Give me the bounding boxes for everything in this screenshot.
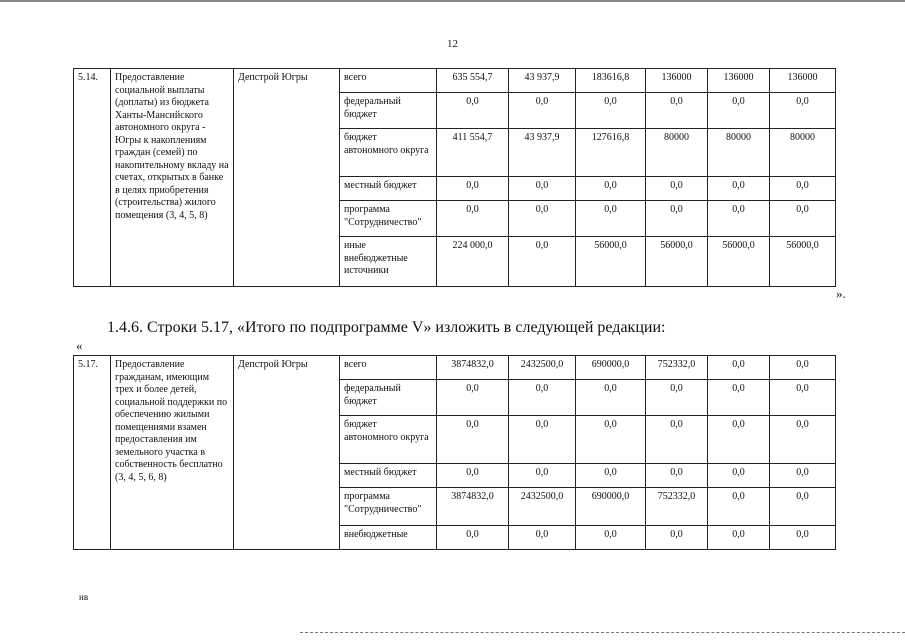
- value-cell: 127616,8: [576, 129, 646, 177]
- value-cell: 0,0: [576, 464, 646, 488]
- funding-source: иные внебюджетные источники: [340, 237, 437, 287]
- value-cell: 0,0: [646, 464, 708, 488]
- opening-quote: «: [76, 338, 83, 353]
- value-cell: 0,0: [770, 526, 836, 550]
- value-cell: 56000,0: [576, 237, 646, 287]
- value-cell: 0,0: [437, 177, 509, 201]
- value-cell: 136000: [708, 69, 770, 93]
- value-cell: 0,0: [437, 93, 509, 129]
- table-row: [74, 356, 836, 380]
- value-cell: 0,0: [437, 380, 509, 416]
- row-index: 5.14.: [74, 69, 111, 287]
- funding-source: федеральный бюджет: [340, 380, 437, 416]
- value-cell: 0,0: [770, 177, 836, 201]
- value-cell: 0,0: [646, 380, 708, 416]
- value-cell: 0,0: [576, 177, 646, 201]
- funding-source: местный бюджет: [340, 177, 437, 201]
- funding-source: программа "Сотрудничество": [340, 201, 437, 237]
- value-cell: 43 937,9: [509, 129, 576, 177]
- value-cell: 80000: [770, 129, 836, 177]
- value-cell: 635 554,7: [437, 69, 509, 93]
- table-row: [74, 69, 836, 93]
- value-cell: 0,0: [770, 416, 836, 464]
- value-cell: 80000: [646, 129, 708, 177]
- budget-table-5-14: [73, 68, 836, 287]
- value-cell: 0,0: [708, 380, 770, 416]
- value-cell: 0,0: [509, 380, 576, 416]
- value-cell: 80000: [708, 129, 770, 177]
- value-cell: 56000,0: [646, 237, 708, 287]
- value-cell: 752332,0: [646, 488, 708, 526]
- value-cell: 0,0: [509, 416, 576, 464]
- value-cell: 0,0: [646, 177, 708, 201]
- value-cell: 0,0: [646, 416, 708, 464]
- footer-note: нв: [79, 592, 89, 602]
- value-cell: 0,0: [708, 416, 770, 464]
- scan-edge-bottom: [300, 632, 905, 634]
- value-cell: 0,0: [708, 526, 770, 550]
- value-cell: 0,0: [770, 380, 836, 416]
- page-number: 12: [447, 38, 458, 50]
- value-cell: 43 937,9: [509, 69, 576, 93]
- value-cell: 0,0: [437, 526, 509, 550]
- value-cell: 3874832,0: [437, 356, 509, 380]
- value-cell: 224 000,0: [437, 237, 509, 287]
- value-cell: 690000,0: [576, 488, 646, 526]
- value-cell: 136000: [646, 69, 708, 93]
- value-cell: 690000,0: [576, 356, 646, 380]
- funding-source: бюджет автономного округа: [340, 416, 437, 464]
- funding-source: местный бюджет: [340, 464, 437, 488]
- executor-cell: Депстрой Югры: [234, 356, 340, 550]
- value-cell: 56000,0: [708, 237, 770, 287]
- closing-quote: ».: [836, 286, 846, 301]
- value-cell: 0,0: [437, 464, 509, 488]
- value-cell: 0,0: [509, 464, 576, 488]
- value-cell: 0,0: [576, 526, 646, 550]
- value-cell: 0,0: [437, 201, 509, 237]
- value-cell: 0,0: [509, 201, 576, 237]
- funding-source: программа "Сотрудничество": [340, 488, 437, 526]
- value-cell: 0,0: [509, 237, 576, 287]
- value-cell: 0,0: [708, 177, 770, 201]
- value-cell: 0,0: [708, 488, 770, 526]
- value-cell: 183616,8: [576, 69, 646, 93]
- value-cell: 0,0: [708, 356, 770, 380]
- value-cell: 0,0: [509, 177, 576, 201]
- value-cell: 0,0: [708, 201, 770, 237]
- value-cell: 0,0: [708, 464, 770, 488]
- executor-cell: Депстрой Югры: [234, 69, 340, 287]
- funding-source: всего: [340, 356, 437, 380]
- value-cell: 136000: [770, 69, 836, 93]
- value-cell: 2432500,0: [509, 356, 576, 380]
- value-cell: 0,0: [770, 356, 836, 380]
- value-cell: 0,0: [576, 201, 646, 237]
- value-cell: 0,0: [770, 93, 836, 129]
- value-cell: 2432500,0: [509, 488, 576, 526]
- value-cell: 0,0: [708, 93, 770, 129]
- value-cell: 0,0: [646, 526, 708, 550]
- funding-source: внебюджетные: [340, 526, 437, 550]
- scan-edge-top: [0, 0, 905, 2]
- value-cell: 3874832,0: [437, 488, 509, 526]
- budget-table-5-17: [73, 355, 836, 550]
- funding-source: всего: [340, 69, 437, 93]
- value-cell: 0,0: [576, 416, 646, 464]
- measure-description: Предоставление социальной выплаты (доплаты) из бюджета Ханты-Мансийского автономного округа - Югры к накоплениям граждан (семей) по накопительному вкладу на счетах, открытых в банке в целях приобретения (строительства) жилого помещения (3, 4, 5, 8): [111, 69, 234, 287]
- funding-source: бюджет автономного округа: [340, 129, 437, 177]
- measure-description: Предоставление гражданам, имеющим трех и более детей, социальной поддержки по обеспечению жилыми помещениями взамен предоставления им земельного участка в собственность бесплатно (3, 4, 5, 6, 8): [111, 356, 234, 550]
- value-cell: 0,0: [770, 464, 836, 488]
- value-cell: 0,0: [770, 201, 836, 237]
- funding-source: федеральный бюджет: [340, 93, 437, 129]
- value-cell: 0,0: [576, 380, 646, 416]
- value-cell: 56000,0: [770, 237, 836, 287]
- value-cell: 0,0: [646, 201, 708, 237]
- section-heading: 1.4.6. Строки 5.17, «Итого по подпрограмме V» изложить в следующей редакции:: [107, 319, 666, 336]
- value-cell: 411 554,7: [437, 129, 509, 177]
- value-cell: 0,0: [437, 416, 509, 464]
- value-cell: 0,0: [576, 93, 646, 129]
- value-cell: 0,0: [646, 93, 708, 129]
- value-cell: 0,0: [770, 488, 836, 526]
- row-index: 5.17.: [74, 356, 111, 550]
- value-cell: 0,0: [509, 93, 576, 129]
- value-cell: 752332,0: [646, 356, 708, 380]
- value-cell: 0,0: [509, 526, 576, 550]
